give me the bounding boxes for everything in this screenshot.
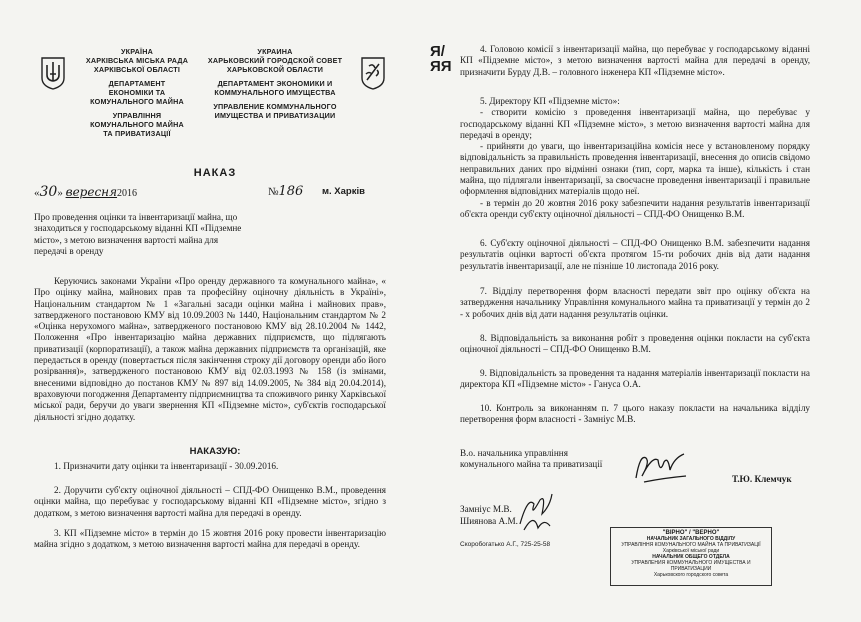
header-ua-line: КОМУНАЛЬНОГО МАЙНА: [90, 120, 184, 129]
date-close-quote: »: [57, 187, 66, 199]
page-mark-top: Я/: [430, 43, 445, 60]
visa-shyianova: Шиянова А.М.: [460, 516, 518, 526]
item-4-text: 4. Головою комісії з інвентаризації майна, що перебуває у господарському віданні КП «Підземне місто», з метою визначення вартості майна для передачі в оренду, призначити Бурду Д.В. – головного інженера КП «Підземне місто».: [460, 44, 810, 77]
stamp-line: УПРАВЛЕНИЯ КОММУНАЛЬНОГО ИМУЩЕСТВА И ПРИВАТИЗАЦИИ: [631, 560, 751, 572]
order-item-5: [460, 96, 810, 220]
header-ua-line: КОМУНАЛЬНОГО МАЙНА: [90, 97, 184, 106]
item-9-text: 9. Відповідальність за проведення та надання матеріалів інвентаризації покласти на директора КП «Підземне місто» - Гануса О.А.: [460, 368, 810, 390]
order-preamble: [34, 276, 386, 423]
right-page: [430, 0, 861, 622]
signer-title: В.о. начальника управління комунального майна та приватизації: [460, 448, 603, 470]
header-ua-line: УПРАВЛІННЯ: [112, 111, 162, 120]
order-item-1: [34, 461, 386, 472]
date-day: 30: [39, 184, 58, 200]
order-item-6: [460, 238, 810, 272]
item-5-point-b: - прийняти до уваги, що інвентаризаційна комісія несе у встановленому порядку відповідальність за правильність проведення інвентаризації, внесення до описів свідомо неправильних даних про відмінні ознаки (тип, сорт, марка та інше), кількість і стан майна, що підлягали інвентаризації, за своєчасне проведення інвентаризації і правильне оформлення відповідних матеріалів щодо неї.: [460, 141, 810, 197]
order-date: [34, 184, 137, 200]
page-mark-bottom: ЯЯ: [430, 58, 452, 75]
header-ua-line: ХАРКІВСЬКА МІСЬКА РАДА: [85, 56, 189, 65]
document-title: НАКАЗ: [193, 167, 237, 179]
header-ru-line: ИМУЩЕСТВА И ПРИВАТИЗАЦИИ: [214, 111, 336, 120]
signer-name: Т.Ю. Клемчук: [732, 474, 792, 484]
stamp-line: НАЧАЛЬНИК ОБЩЕГО ОТДЕЛА: [652, 554, 730, 560]
number-prefix: №: [268, 186, 279, 198]
page-mark: [430, 44, 452, 74]
stamp-line: НАЧАЛЬНИК ЗАГАЛЬНОГО ВІДДІЛУ: [646, 536, 736, 542]
header-ua-line: ТА ПРИВАТИЗАЦІЇ: [103, 129, 171, 138]
header-ru-line: УКРАИНА: [257, 47, 293, 56]
item-3-text: 3. КП «Підземне місто» в термін до 15 жовтня 2016 року провести інвентаризацію майна згідно з додатком, з метою визначення вартості майна для передачі в оренду.: [34, 528, 386, 550]
trident-emblem-icon: [40, 56, 66, 90]
header-russian: [200, 47, 350, 120]
signature-icon: [630, 448, 690, 488]
executor-info: Скоробогатько А.Г., 725-25-58: [460, 541, 551, 548]
item-5-point-c: - в термін до 20 жовтня 2016 року забезпечити надання результатів інвентаризації об'єкта оренди суб'єкту оціночної діяльності – СПД-ФО Онищенко В.М.: [460, 197, 810, 219]
visa-zamnius: Замніус М.В.: [460, 504, 512, 514]
order-item-4: [460, 44, 810, 78]
item-8-text: 8. Відповідальність за виконання робіт з проведення оцінки покласти на суб'єкта оціночної діяльності – СПД-ФО Онищенко В.М.: [460, 333, 810, 355]
order-number: [268, 184, 303, 199]
item-5-heading: 5. Директору КП «Підземне місто»:: [480, 96, 620, 106]
date-year: 2016: [117, 188, 138, 199]
header-ru-line: ХАРЬКОВСКОЙ ОБЛАСТИ: [226, 65, 324, 74]
number-value: 186: [278, 184, 304, 199]
date-month: вересня: [65, 185, 118, 199]
stamp-line: "ВІРНО" / "ВЕРНО": [662, 530, 720, 536]
left-page: [0, 0, 430, 622]
stamp-line: УПРАВЛІННЯ КОМУНАЛЬНОГО МАЙНА ТА ПРИВАТИЗАЦІЇ: [621, 542, 761, 548]
order-item-2: [34, 485, 386, 519]
header-ua-line: ЕКОНОМІКИ ТА: [108, 88, 166, 97]
header-ukrainian: [78, 47, 196, 138]
visa-signature-icon: [516, 490, 556, 534]
item-10-text: 10. Контроль за виконанням п. 7 цього наказу покласти на начальника відділу перетворення форм власності - Замніус М.В.: [460, 403, 810, 425]
item-7-text: 7. Відділу перетворення форм власності передати звіт про оцінку об'єкта на затвердження начальнику Управління комунального майна та приватизації у термін до 2 - х робочих днів від дати надання результатів оцінки.: [460, 286, 810, 319]
header-ua-line: ХАРКІВСЬКОЇ ОБЛАСТІ: [93, 65, 181, 74]
item-6-text: 6. Суб'єкту оціночної діяльності – СПД-ФО Онищенко В.М. забезпечити надання результатів оцінки вартості об'єкта протягом 15-ти робочих днів від дати надання результатів інвентаризації, але не пізніше 10 листопада 2016 року.: [460, 238, 810, 271]
orders-heading: НАКАЗУЮ:: [189, 446, 241, 457]
order-item-10: [460, 403, 810, 426]
header-ua-line: УКРАЇНА: [121, 47, 153, 56]
order-item-3: [34, 528, 386, 551]
header-ru-line: ДЕПАРТАМЕНТ ЭКОНОМИКИ И: [217, 79, 333, 88]
order-city: м. Харків: [322, 186, 365, 197]
date-open-quote: «: [34, 187, 40, 199]
header-ua-line: ДЕПАРТАМЕНТ: [108, 79, 166, 88]
order-item-7: [460, 286, 810, 320]
order-subject: Про проведення оцінки та інвентаризації майна, що знаходиться у господарському віданні КП «Підземне місто», з метою визначення вартості майна для передачі в оренду: [34, 212, 242, 256]
preamble-text: Керуючись законами України «Про оренду державного та комунального майна», « Про оцінку майна, майнових прав та професійну оціночну діяльність в Україні», Національним стандартом № 1 «Загальні засади оцінки майна і майнових прав», затвердженого постановою КМУ від 10.09.2003 № 1440, Національним стандартом № 2 «Оцінка нерухомого майна», затвердженого постановою КМУ від 28.10.2004 № 1442, Положення «Про інвентаризацію майна державних підприємств, що підлягають приватизації (корпоратизації), а також майна державних підприємств та організацій, яке передається в оренду (повертається після закінчення строку дії договору оренди або його розірвання)», затвердженого постановою КМУ від 02.03.1993 № 158 (із змінами, внесеними відповідно до постанов КМУ № 897 від 14.09.2005, № 384 від 20.04.2014), враховуючи погодження Департаменту підприємництва та споживчого ринку Харківської міської ради, беручи до уваги звернення КП «Підземне місто», суб'єктів господарської діяльності згідно додатку.: [34, 276, 386, 422]
stamp-line: Харківської міської ради: [662, 548, 720, 554]
item-2-text: 2. Доручити суб'єкту оціночної діяльності – СПД-ФО Онищенко В.М., проведення оцінки майна, що перебуває у господарському віданні КП «Підземне місто», згідно з додатком, з метою визначення вартості майна для передачі в оренду.: [34, 485, 386, 518]
stamp-line: Харьковского городского совета: [653, 572, 729, 578]
item-5-point-a: - створити комісію з проведення інвентаризації майна, що перебуває у господарському віданні КП «Підземне місто», з метою визначення вартості майна для передачі в оренду;: [460, 107, 810, 140]
header-ru-line: КОММУНАЛЬНОГО ИМУЩЕСТВА: [214, 88, 336, 97]
item-1-text: 1. Призначити дату оцінки та інвентаризації - 30.09.2016.: [54, 461, 279, 471]
order-item-9: [460, 368, 810, 391]
order-item-8: [460, 333, 810, 356]
header-ru-line: ХАРЬКОВСКИЙ ГОРОДСКОЙ СОВЕТ: [207, 56, 343, 65]
header-ru-line: УПРАВЛЕНИЕ КОММУНАЛЬНОГО: [213, 102, 337, 111]
certified-copy-stamp: [610, 527, 772, 586]
kharkiv-emblem-icon: [360, 56, 386, 90]
